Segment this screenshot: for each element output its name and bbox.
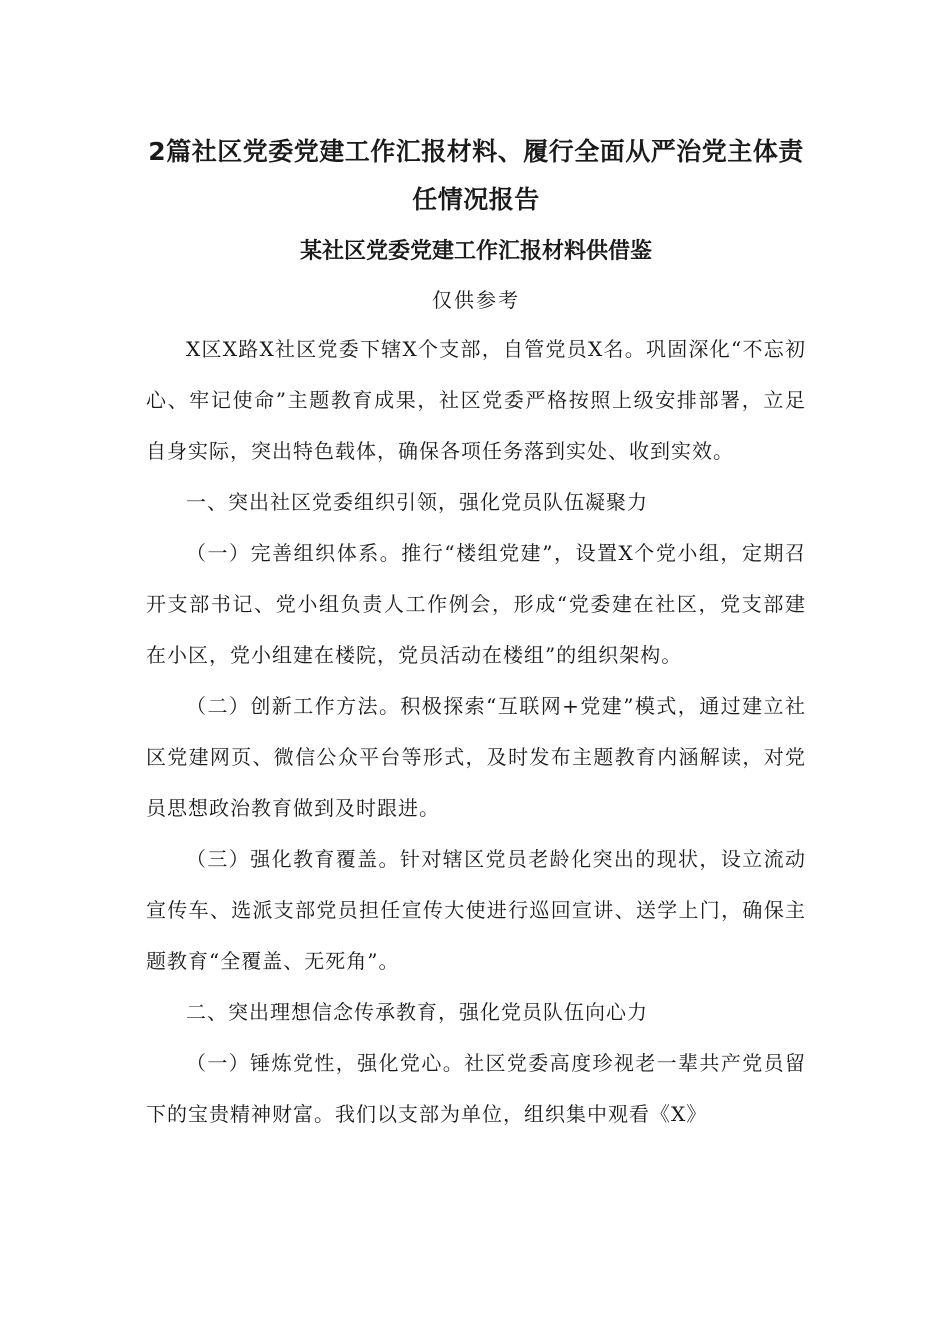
- document-title: 2篇社区党委党建工作汇报材料、履行全面从严治党主体责任情况报告: [148, 137, 804, 214]
- body-paragraph: （一）完善组织体系。推行“楼组党建”，设置X个党小组，定期召开支部书记、党小组负责人工作例会，形成“党委建在社区，党支部建在小区，党小组建在楼院，党员活动在楼组”的组织架构。: [146, 541, 806, 667]
- section-heading-2: 二、突出理想信念传承教育，强化党员队伍向心力: [186, 1000, 648, 1024]
- document-page: [146, 128, 806, 1140]
- document-subtitle: 某社区党委党建工作汇报材料供借鉴: [299, 239, 652, 264]
- reference-note: 仅供参考: [432, 288, 520, 312]
- intro-paragraph: X区X路X社区党委下辖X个支部，自管党员X名。巩固深化“不忘初心、牢记使命”主题教育成果，社区党委严格按照上级安排部署，立足自身实际，突出特色载体，确保各项任务落到实处、收到实效。: [146, 337, 806, 463]
- body-paragraph: （三）强化教育覆盖。针对辖区党员老龄化突出的现状，设立流动宣传车、选派支部党员担任宣传大使进行巡回宣讲、送学上门，确保主题教育“全覆盖、无死角”。: [146, 847, 806, 973]
- section-heading-1: 一、突出社区党委组织引领，强化党员队伍凝聚力: [186, 490, 648, 514]
- body-paragraph: （二）创新工作方法。积极探索“互联网+党建”模式，通过建立社区党建网页、微信公众平台等形式，及时发布主题教育内涵解读，对党员思想政治教育做到及时跟进。: [146, 694, 806, 820]
- body-paragraph: （一）锤炼党性，强化党心。社区党委高度珍视老一辈共产党员留下的宝贵精神财富。我们以支部为单位，组织集中观看《X》: [146, 1051, 806, 1126]
